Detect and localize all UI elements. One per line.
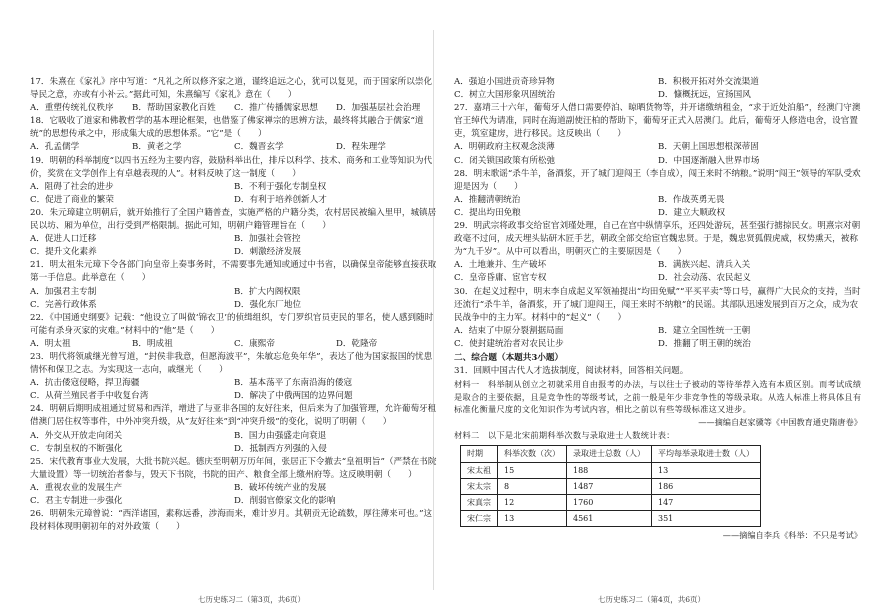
q18-options (30, 141, 438, 154)
q22-option-d: D．乾隆帝 (336, 338, 378, 349)
exam-statistics-table (460, 445, 761, 527)
table-cell: 186 (652, 478, 761, 494)
q30-options (454, 325, 862, 351)
table-cell: 8 (498, 478, 567, 494)
q17-option-b: B．帮助国家教化百姓 (132, 103, 216, 114)
q22-option-c: C．康熙帝 (234, 338, 275, 349)
table-row (461, 510, 761, 526)
table-cell: 1487 (567, 478, 652, 494)
table-cell: 宋仁宗 (461, 510, 498, 526)
table-cell: 188 (567, 462, 652, 478)
q24-option-b: B．国力由强盛走向衰退 (234, 430, 327, 441)
q26-option-b: B．积极开拓对外交流渠道 (658, 77, 759, 87)
question-22: 22．《中国通史纲要》记载：“他设立了叫做‘锦衣卫’的侦缉组织，专门罗织官员吏民的罪名，使人感到随时可能有杀身灭家的灾难。”材料中的“他”是（ ） (30, 312, 434, 336)
material-one-source: ——摘编自赵家骥等《中国教育通史隋唐卷》 (698, 416, 862, 427)
question-26: 26．明朝朱元璋曾说：“西洋诸国，素称远番，涉海而来，难计岁月。其朝贡无论疏数，厚往薄来可也。”这段材料体现明朝初年的对外政策（ ） (30, 509, 433, 533)
q17-option-a: A．重塑传统礼仪秩序 (30, 103, 114, 114)
q20-option-b: B．加强社会管控 (234, 234, 301, 245)
q29-option-d: D．社会动荡、农民起义 (658, 273, 751, 284)
q18-option-c: C．魏晋玄学 (234, 142, 284, 153)
q28-option-a: A．推翻清朝统治 (454, 194, 521, 205)
table-row (461, 462, 761, 478)
question-29: 29．明武宗将政事交给宦官刘瑾处理，自己在宫中纵情享乐，还四处游玩，甚至强行掳掠民女。明熹宗对朝政毫不过问，成天埋头钻研木匠手艺，朝政全部交给宦官魏忠贤。于是，魏忠贤狐假虎威，权势熏天，被称为“九千岁”。从中可以看出，明朝灭亡的主要原因是（ ） (454, 221, 861, 258)
table-header: 科举次数（次） (498, 445, 567, 462)
q17-option-c: C．推广传播儒家思想 (234, 103, 318, 114)
q27-option-b: B．天朝上国思想根深蒂固 (658, 142, 759, 153)
question-31: 31．回顾中国古代人才选拔制度，阅读材料，回答相关问题。 (454, 366, 689, 377)
q17-option-d: D．加强基层社会治理 (336, 103, 421, 114)
q19-options (30, 181, 438, 207)
q27-option-a: A．明朝政府主权观念淡薄 (454, 142, 555, 153)
question-30: 30．在起义过程中，明末李自成起义军领袖提出“均田免赋”“平买平卖”等口号，赢得广大民众的支持，当时还流行“杀牛羊，备酒浆，开了城门迎闯王，闯王来时不纳粮”的民谣。其部队迅速发展到百万之众，成为农民战争中的主力军。材料中的“起义”（ ） (454, 286, 861, 323)
q24-option-d: D．抵制西方列强的入侵 (234, 443, 327, 454)
q19-option-b: B．不利于强化专制皇权 (234, 181, 327, 192)
q21-option-a: A．加强君主专制 (30, 286, 97, 297)
q28-option-b: B．作战英勇无畏 (658, 194, 725, 205)
q25-option-b: B．破坏传统产业的发展 (234, 482, 327, 493)
table-cell: 宋真宗 (461, 494, 498, 510)
q20-options (30, 233, 438, 259)
left-column (30, 76, 438, 534)
q26-options (454, 76, 862, 102)
question-28: 28．明末歌谣“杀牛羊，备酒浆，开了城门迎闯王（李自成），闯王来时不纳粮。”说明“闯王”领导的军队受欢迎是因为（ ） (454, 168, 861, 192)
q25-option-a: A．重视农业的发展生产 (30, 482, 123, 493)
q22-option-b: B．明成祖 (132, 338, 173, 349)
q20-option-c: C．提升文化素养 (30, 247, 97, 258)
table-cell: 147 (652, 494, 761, 510)
q23-option-a: A．抗击倭寇侵略，捍卫海疆 (30, 378, 140, 389)
q29-option-b: B．满族兴起、清兵入关 (658, 260, 751, 271)
q24-option-c: C．专制皇权的不断强化 (30, 443, 123, 454)
question-18: 18．它吸收了道家和佛教哲学的基本理论框架，也借鉴了佛家禅宗的思辨方法，最终将其融合于儒家“道统”的思想传承之中，形成集大成的思想体系。“它”是（ ） (30, 116, 424, 140)
q17-options (30, 102, 438, 115)
right-column (454, 76, 862, 542)
material-one: 材料一 科举制从创立之初就采用自由报考的办法，与以往士子被动的等待举荐入选有本质区别。而考试成绩是取合的主要依据，且是竞争性的等级考试，之前一般是年少非竞争性的等级录取。从选人标准上将具体且有标准化衡量尺度的文化知识作为考试内容，相比之前以有些等级标准这又进步。 (454, 379, 862, 415)
q26-option-d: D．慷概抚远，宣扬国风 (658, 90, 751, 101)
q30-option-b: B．建立全国性统一王朝 (658, 325, 751, 336)
page-footer-left: 七历史练习二（第3页，共6页） (198, 595, 306, 604)
q25-option-d: D．削弱官僚家文化的影响 (234, 496, 336, 506)
material-two-source: ——摘编自李兵《科举：不只是考试》 (722, 529, 862, 540)
q21-option-c: C．完善行政体系 (30, 299, 97, 310)
page-footer-right: 七历史练习二（第4页，共6页） (598, 595, 706, 604)
q29-option-a: A．土地兼并、生产破坏 (454, 260, 547, 271)
table-row (461, 494, 761, 510)
q25-options (30, 482, 438, 508)
table-cell: 13 (498, 510, 567, 526)
table-cell: 宋太祖 (461, 462, 498, 478)
q27-options (454, 141, 862, 167)
q21-options (30, 286, 438, 312)
q26-option-a: A．强迫小国进贡奇珍异物 (454, 77, 555, 87)
q23-option-d: D．解决了中俄两国的边界问题 (234, 391, 353, 402)
table-header: 时期 (461, 445, 498, 462)
q24-options (30, 430, 438, 456)
table-cell: 4561 (567, 510, 652, 526)
q19-option-c: C．促进了商业的繁荣 (30, 194, 114, 205)
q28-option-d: D．建立大顺政权 (658, 207, 726, 218)
q26-option-c: C．树立大国形象巩固统治 (454, 90, 556, 101)
q28-option-c: C．提出均田免粮 (454, 207, 521, 218)
question-27: 27．嘉靖三十六年，葡萄牙人借口需要停泊、晾晒货物等，并开诸缴纳租金，“求于近处泊船”，经澳门守澳官王绰代为请准，同时在海道副使汪柏的帮助下，葡萄牙正式入居澳门。此后，葡萄牙人修造电舍，设官置吏，筑室建房，进行移民。这反映出（ ） (454, 103, 861, 140)
q29-option-c: C．皇帝昏庸、宦官专权 (454, 273, 547, 284)
q18-option-d: D．程朱理学 (336, 142, 386, 153)
q20-option-a: A．促进人口迁移 (30, 234, 97, 245)
q18-option-b: B．黄老之学 (132, 142, 182, 153)
q30-option-a: A．结束了中原分裂割据局面 (454, 325, 564, 336)
question-21: 21．明太祖朱元璋下令各部门向皇帝上奏事务时，不需要事先通知或通过中书省，以确保皇帝能够直接获取第一手信息。此举意在（ ） (30, 260, 437, 284)
table-header: 平均每举录取进士数（人） (652, 445, 761, 462)
q21-option-d: D．强化东厂地位 (234, 299, 302, 310)
table-header-row (461, 445, 761, 462)
table-header: 录取进士总数（人） (567, 445, 652, 462)
question-25: 25．宋代教育事业大发展，大批书院兴起。德庆至明朝万历年间，张居正下令撤去“皇祖明旨”（严禁在书院大量设置）等一切统治者参与，毁天下书院，书院的田产、粮食全部上缴州府等。这反映明朝（ ） (30, 456, 437, 480)
material-two: 材料二 以下是北宋前期科举次数与录取进士人数统计表： (454, 430, 675, 441)
q24-option-a: A．外交从开放走向闭关 (30, 430, 123, 441)
table-row (461, 478, 761, 494)
table-cell: 1760 (567, 494, 652, 510)
q18-option-a: A．孔孟儒学 (30, 142, 80, 153)
table-cell: 12 (498, 494, 567, 510)
q25-option-c: C．君主专制进一步强化 (30, 496, 123, 506)
question-20: 20．朱元璋建立明朝后，就开始推行了全国户籍普查，实施严格的户籍分类，农村居民被编入里甲，城镇居民以坊、厢为单位，出行受到严格限制。据此可知，明朝户籍管理旨在（ ） (30, 207, 437, 232)
q30-option-c: C．使封建统治者对农民让步 (454, 338, 564, 349)
q19-option-d: D．有利于培养创新人才 (234, 194, 327, 205)
q27-option-d: D．中国逐渐融入世界市场 (658, 155, 760, 166)
question-24: 24．明朝后期明成祖通过贸易和西洋，增进了与亚非各国的友好往来，但后来为了加强管理，允许葡萄牙租借澳门居住权等事件，中外冲突升级，从“友好往来”到“冲突升级”的变化，说明了明朝（ ） (30, 404, 437, 428)
q28-options (454, 194, 862, 220)
q23-option-c: C．从荷兰殖民者手中收复台湾 (30, 391, 149, 402)
q29-options (454, 259, 862, 285)
q23-option-b: B．基本荡平了东南沿海的倭寇 (234, 378, 353, 389)
q22-option-a: A．明太祖 (30, 338, 71, 349)
q20-option-d: D．刺激经济发展 (234, 247, 302, 258)
q23-options (30, 377, 438, 403)
table-cell: 351 (652, 510, 761, 526)
table-cell: 15 (498, 462, 567, 478)
q27-option-c: C．闭关锁国政策有所松弛 (454, 155, 556, 166)
table-cell: 13 (652, 462, 761, 478)
q19-option-a: A．阻碍了社会的进步 (30, 181, 114, 192)
section-heading: 二、综合题（本题共3小题） (454, 352, 564, 363)
table-cell: 宋太宗 (461, 478, 498, 494)
q21-option-b: B．扩大内阁权限 (234, 286, 301, 297)
question-19: 19．明朝的科举制度“以四书五经为主要内容，鼓励科举出仕，排斥以科学、技术、商务和工业等知识为代价，奖赏在文学创作上有卓越表现的人”。材料反映了这一制度（ ） (30, 155, 433, 179)
question-23: 23．明代将领戚继光曾写道，“封侯非我意，但愿海波平”，朱敏忘危奂年华”，表达了他为国家报国的忧患情怀和保卫之志。为实现这一志向，戚继光（ ） (30, 351, 433, 376)
q30-option-d: D．推翻了明王朝的统治 (658, 338, 751, 349)
question-17: 17．朱熹在《家礼》序中写道：“凡礼之所以修齐家之道，谨终追远之心，犹可以复见，而于国家所以崇化导民之意，亦或有小补云。”据此可知，朱熹编写《家礼》意在（ ） (30, 77, 433, 101)
q22-options (30, 338, 438, 351)
